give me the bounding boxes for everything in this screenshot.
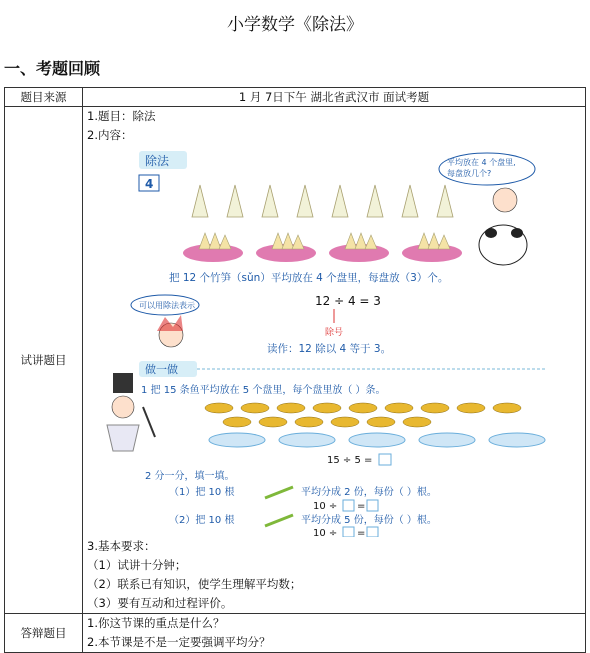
textbook-heading: 除法 [145,154,170,168]
fish-icon [205,403,233,413]
fish-icon [421,403,449,413]
panda-ear-icon [485,228,497,238]
bamboo-shoot-icon [192,185,208,217]
equals-sign: = [357,528,366,537]
bamboo-shoot-icon [227,185,243,217]
girl-icon [493,188,517,212]
exercise-2a-suffix: 平均分成 2 份，每份（ ）根。 [301,487,437,498]
fish-icon [223,417,251,427]
exam-table [4,87,586,653]
division-equation: 12 ÷ 4 = 3 [315,294,381,308]
defense-label: 答辩题目 [5,614,83,653]
panda-speech-1: 平均放在 4 个盘里, [447,158,516,167]
page-title: 小学数学《除法》 [227,15,363,35]
fish-icon [295,417,323,427]
fish-icon [277,403,305,413]
bamboo-shoot-icon [437,185,453,217]
fish-icon [241,403,269,413]
defense-row [5,614,586,653]
fish-icon [259,417,287,427]
plate-icon [279,433,335,447]
textbook-illustration [87,145,581,475]
exercise-2a-equation: 10 ÷ [313,501,338,512]
plate-icon [489,433,545,447]
empty-plates-row [209,433,545,447]
lesson-number: 4 [145,177,154,191]
defense-question: 1.你这节课的重点是什么？ [87,616,225,630]
bamboo-shoot-icon [262,185,278,217]
division-sign-label: 除号 [325,328,344,338]
panda-ear-icon [511,228,523,238]
answer-box [367,500,378,511]
exercise-2-svg [87,467,577,537]
stick-icon [265,487,293,498]
fish-icon [403,417,431,427]
exercise-2b-suffix: 平均分成 5 份，每份（ ）根。 [301,515,437,526]
requirement-item: （2）联系已有知识，使学生理解平均数； [87,577,302,591]
boy-speech: 可以用除法表示 [139,301,195,310]
answer-box [379,454,391,465]
bamboo-shoot-icon [402,185,418,217]
exercise-1: 1 把 15 条鱼平均放在 5 个盘里，每个盘里放（ ）条。 [141,385,386,396]
requirement-item: （1）试讲十分钟； [87,558,187,572]
source-row [5,88,586,107]
bamboo-shoot-icon [332,185,348,217]
fish-icon [367,417,395,427]
fish-icon [385,403,413,413]
defense-question: 2.本节课是不是一定要强调平均分？ [87,635,271,649]
answer-box [343,527,354,537]
exercise-title: 做一做 [145,363,178,376]
fish-rows [205,403,521,427]
exercise-2b-equation: 10 ÷ [313,528,338,537]
reading-line: 读作：12 除以 4 等于 3。 [267,343,392,355]
textbook-page-svg [87,145,577,475]
exercise-2b-prefix: （2）把 10 根 [169,515,235,526]
magician-hat-icon [113,373,133,393]
bamboo-shoot-icon [367,185,383,217]
answer-box [367,527,378,537]
magician-icon [112,396,134,418]
bamboo-shoot-icon [297,185,313,217]
plate-icon [349,433,405,447]
answer-box [343,500,354,511]
fish-icon [349,403,377,413]
plate-icon [419,433,475,447]
source-label: 题目来源 [5,88,83,107]
magician-wand-icon [143,407,155,437]
exercise-2: 2 分一分，填一填。 [145,471,235,482]
fish-icon [493,403,521,413]
exercise-2a-prefix: （1）把 10 根 [169,487,235,498]
lecture-label: 试讲题目 [5,107,83,614]
magician-body-icon [107,425,139,451]
source-value: 1 月 7日下午 湖北省武汉市 面试考题 [83,88,586,107]
defense-content [83,614,586,653]
requirement-item: （3）要有互动和过程评价。 [87,596,233,610]
exercise-1-equation: 15 ÷ 5 = [327,455,373,466]
content-label: 2.内容： [87,128,133,142]
fish-icon [331,417,359,427]
panda-speech-2: 每盘放几个? [447,169,492,178]
fish-icon [313,403,341,413]
exercise-2-illustration [87,467,581,537]
lecture-content [83,107,586,614]
lecture-topic: 1.题目：除法 [87,109,156,123]
equals-sign: = [357,501,366,512]
division-sentence: 把 12 个竹笋（sǔn）平均放在 4 个盘里，每盘放（3）个。 [169,272,449,284]
requirements-label: 3.基本要求： [87,539,156,553]
stick-icon [265,515,293,526]
plate-icon [209,433,265,447]
section-heading: 一、考题回顾 [4,59,101,78]
fish-icon [457,403,485,413]
bamboo-shoots-row [192,185,453,217]
lecture-row [5,107,586,614]
